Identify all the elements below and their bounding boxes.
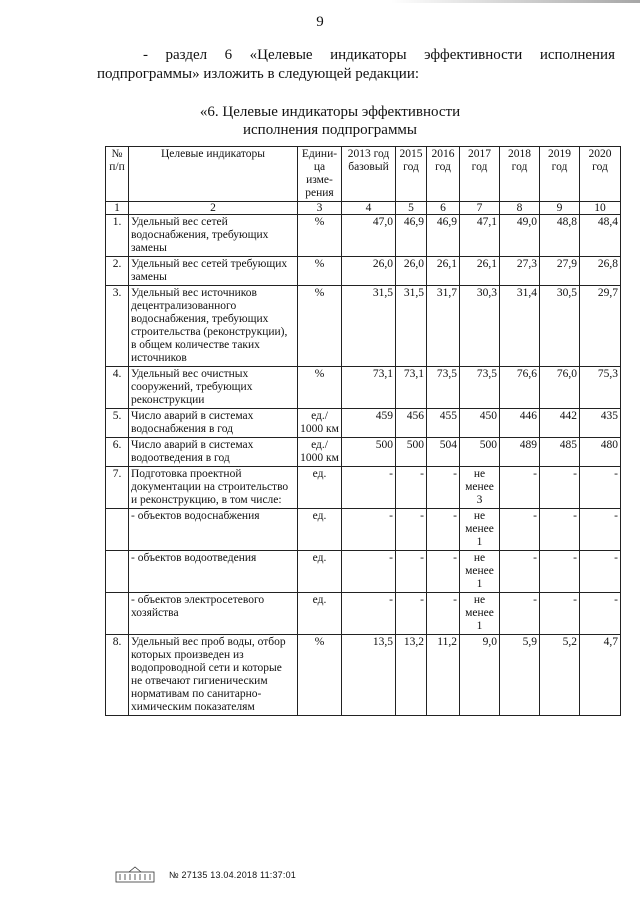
indicator-value-cell: 48,8 xyxy=(540,215,580,257)
section-heading-line-1: «6. Целевые индикаторы эффективности xyxy=(199,104,461,120)
column-number-cell: 10 xyxy=(580,202,621,215)
indicator-value-cell: 435 xyxy=(580,409,621,438)
column-number-cell: 5 xyxy=(396,202,427,215)
indicator-value-cell: 31,7 xyxy=(427,286,460,367)
indicator-value-cell: 485 xyxy=(540,438,580,467)
indicator-name-cell: - объектов водоотведения xyxy=(129,551,298,593)
indicator-value-cell: 26,0 xyxy=(396,257,427,286)
indicator-value-cell: 27,3 xyxy=(500,257,540,286)
indicator-value-cell: не менее 3 xyxy=(460,467,500,509)
table-header-cell: № п/п xyxy=(106,147,129,202)
intro-paragraph xyxy=(97,46,615,84)
indicator-value-cell: - xyxy=(500,509,540,551)
row-number-cell: 3. xyxy=(106,286,129,367)
table-header-cell: 2013 год базовый xyxy=(342,147,396,202)
table-row xyxy=(106,286,621,367)
indicator-value-cell: 27,9 xyxy=(540,257,580,286)
indicator-value-cell: 76,6 xyxy=(500,367,540,409)
unit-cell: ед. xyxy=(298,593,342,635)
row-number-cell: 5. xyxy=(106,409,129,438)
indicator-value-cell: 11,2 xyxy=(427,635,460,716)
indicator-value-cell: 455 xyxy=(427,409,460,438)
row-number-cell: 8. xyxy=(106,635,129,716)
column-number-cell: 9 xyxy=(540,202,580,215)
indicator-value-cell: 9,0 xyxy=(460,635,500,716)
indicator-value-cell: - xyxy=(580,551,621,593)
section-heading xyxy=(0,103,640,139)
indicator-value-cell: - xyxy=(342,593,396,635)
table-row xyxy=(106,215,621,257)
unit-cell: ед. xyxy=(298,509,342,551)
indicator-value-cell: 31,5 xyxy=(342,286,396,367)
table-row xyxy=(106,257,621,286)
page-number: 9 xyxy=(316,14,324,30)
table-row xyxy=(106,593,621,635)
unit-cell: ед./ 1000 км xyxy=(298,438,342,467)
indicator-value-cell: 26,1 xyxy=(460,257,500,286)
table-header-cell: Целевые индикаторы xyxy=(129,147,298,202)
column-number-cell: 1 xyxy=(106,202,129,215)
table-row xyxy=(106,438,621,467)
indicator-value-cell: 75,3 xyxy=(580,367,621,409)
indicator-value-cell: 76,0 xyxy=(540,367,580,409)
indicators-table xyxy=(105,146,621,716)
indicator-value-cell: 459 xyxy=(342,409,396,438)
table-header-cell: 2020 год xyxy=(580,147,621,202)
table-row xyxy=(106,509,621,551)
row-number-cell xyxy=(106,509,129,551)
indicator-value-cell: - xyxy=(540,551,580,593)
indicator-value-cell: - xyxy=(540,509,580,551)
indicator-value-cell: - xyxy=(540,467,580,509)
indicator-value-cell: 47,1 xyxy=(460,215,500,257)
indicator-value-cell: 500 xyxy=(460,438,500,467)
unit-cell: % xyxy=(298,286,342,367)
table-header-cell: 2018 год xyxy=(500,147,540,202)
indicator-value-cell: - xyxy=(427,551,460,593)
indicator-value-cell: 480 xyxy=(580,438,621,467)
indicator-value-cell: 4,7 xyxy=(580,635,621,716)
indicator-value-cell: 31,5 xyxy=(396,286,427,367)
indicator-value-cell: 489 xyxy=(500,438,540,467)
indicator-value-cell: - xyxy=(342,509,396,551)
indicator-value-cell: 5,9 xyxy=(500,635,540,716)
indicator-value-cell: 46,9 xyxy=(396,215,427,257)
unit-cell: % xyxy=(298,215,342,257)
indicator-value-cell: - xyxy=(580,509,621,551)
indicator-value-cell: не менее 1 xyxy=(460,593,500,635)
scan-artifact xyxy=(390,0,640,3)
column-number-cell: 6 xyxy=(427,202,460,215)
indicator-value-cell: - xyxy=(500,551,540,593)
indicator-name-cell: - объектов электросетевого хозяйства xyxy=(129,593,298,635)
row-number-cell: 6. xyxy=(106,438,129,467)
indicator-value-cell: 5,2 xyxy=(540,635,580,716)
indicator-value-cell: 73,1 xyxy=(342,367,396,409)
indicator-value-cell: - xyxy=(427,467,460,509)
table-row xyxy=(106,409,621,438)
intro-line-1: - раздел 6 «Целевые индикаторы эффективности исполнения xyxy=(143,47,615,63)
table-header-cell: 2017 год xyxy=(460,147,500,202)
indicator-value-cell: 73,5 xyxy=(427,367,460,409)
table-header-cell: 2016 год xyxy=(427,147,460,202)
indicator-name-cell: Число аварий в системах водоснабжения в год xyxy=(129,409,298,438)
unit-cell: % xyxy=(298,635,342,716)
indicator-name-cell: Число аварий в системах водоотведения в год xyxy=(129,438,298,467)
table-row xyxy=(106,635,621,716)
table-header-cell: 2019 год xyxy=(540,147,580,202)
row-number-cell xyxy=(106,551,129,593)
intro-line-2: подпрограммы» изложить в следующей редакции: xyxy=(97,66,420,82)
indicator-value-cell: 31,4 xyxy=(500,286,540,367)
indicator-name-cell: Подготовка проектной документации на строительство и реконструкцию, в том числе: xyxy=(129,467,298,509)
indicator-value-cell: 47,0 xyxy=(342,215,396,257)
indicator-value-cell: 446 xyxy=(500,409,540,438)
indicator-value-cell: - xyxy=(580,467,621,509)
unit-cell: % xyxy=(298,257,342,286)
indicator-value-cell: - xyxy=(427,593,460,635)
indicator-value-cell: 46,9 xyxy=(427,215,460,257)
indicator-value-cell: 504 xyxy=(427,438,460,467)
indicator-value-cell: - xyxy=(342,467,396,509)
column-number-cell: 2 xyxy=(129,202,298,215)
unit-cell: ед./ 1000 км xyxy=(298,409,342,438)
indicator-value-cell: 500 xyxy=(342,438,396,467)
indicator-value-cell: 442 xyxy=(540,409,580,438)
table-row xyxy=(106,367,621,409)
indicator-value-cell: - xyxy=(540,593,580,635)
indicator-value-cell: 73,5 xyxy=(460,367,500,409)
indicator-name-cell: - объектов водоснабжения xyxy=(129,509,298,551)
indicator-value-cell: - xyxy=(427,509,460,551)
indicator-value-cell: не менее 1 xyxy=(460,509,500,551)
table-header-cell: Едини-ца изме-рения xyxy=(298,147,342,202)
indicator-value-cell: 456 xyxy=(396,409,427,438)
table-row xyxy=(106,467,621,509)
indicator-name-cell: Удельный вес проб воды, отбор которых произведен из водопроводной сети и которые не отвечают гигиеническим нормативам по санитарно-химическим показателям xyxy=(129,635,298,716)
registry-logo-icon xyxy=(115,866,155,884)
footer xyxy=(115,866,296,884)
indicator-value-cell: 49,0 xyxy=(500,215,540,257)
unit-cell: ед. xyxy=(298,551,342,593)
indicator-value-cell: - xyxy=(342,551,396,593)
indicator-value-cell: - xyxy=(396,467,427,509)
indicator-value-cell: - xyxy=(500,593,540,635)
indicator-value-cell: 26,1 xyxy=(427,257,460,286)
registration-stamp: № 27135 13.04.2018 11:37:01 xyxy=(169,870,296,880)
indicator-value-cell: 48,4 xyxy=(580,215,621,257)
indicator-value-cell: - xyxy=(500,467,540,509)
indicator-name-cell: Удельный вес очистных сооружений, требующих реконструкции xyxy=(129,367,298,409)
table-header-row xyxy=(106,147,621,202)
indicator-name-cell: Удельный вес сетей требующих замены xyxy=(129,257,298,286)
indicator-value-cell: - xyxy=(580,593,621,635)
indicator-value-cell: 26,0 xyxy=(342,257,396,286)
row-number-cell: 2. xyxy=(106,257,129,286)
table-row xyxy=(106,551,621,593)
table-header-cell: 2015 год xyxy=(396,147,427,202)
column-number-cell: 7 xyxy=(460,202,500,215)
indicator-value-cell: 450 xyxy=(460,409,500,438)
column-number-row xyxy=(106,202,621,215)
unit-cell: ед. xyxy=(298,467,342,509)
column-number-cell: 8 xyxy=(500,202,540,215)
indicator-value-cell: не менее 1 xyxy=(460,551,500,593)
indicator-value-cell: 29,7 xyxy=(580,286,621,367)
column-number-cell: 3 xyxy=(298,202,342,215)
indicator-value-cell: 73,1 xyxy=(396,367,427,409)
indicator-name-cell: Удельный вес источников децентрализованного водоснабжения, требующих строительства (реконструкции), в общем количестве таких источников xyxy=(129,286,298,367)
indicator-value-cell: 13,2 xyxy=(396,635,427,716)
indicator-value-cell: 30,5 xyxy=(540,286,580,367)
column-number-cell: 4 xyxy=(342,202,396,215)
section-heading-line-2: исполнения подпрограммы xyxy=(242,122,418,138)
row-number-cell xyxy=(106,593,129,635)
row-number-cell: 4. xyxy=(106,367,129,409)
unit-cell: % xyxy=(298,367,342,409)
indicator-value-cell: - xyxy=(396,593,427,635)
indicator-value-cell: 26,8 xyxy=(580,257,621,286)
indicator-value-cell: 13,5 xyxy=(342,635,396,716)
indicator-value-cell: - xyxy=(396,551,427,593)
table-body xyxy=(106,215,621,716)
indicator-value-cell: - xyxy=(396,509,427,551)
indicator-value-cell: 30,3 xyxy=(460,286,500,367)
indicator-name-cell: Удельный вес сетей водоснабжения, требующих замены xyxy=(129,215,298,257)
row-number-cell: 7. xyxy=(106,467,129,509)
row-number-cell: 1. xyxy=(106,215,129,257)
indicator-value-cell: 500 xyxy=(396,438,427,467)
